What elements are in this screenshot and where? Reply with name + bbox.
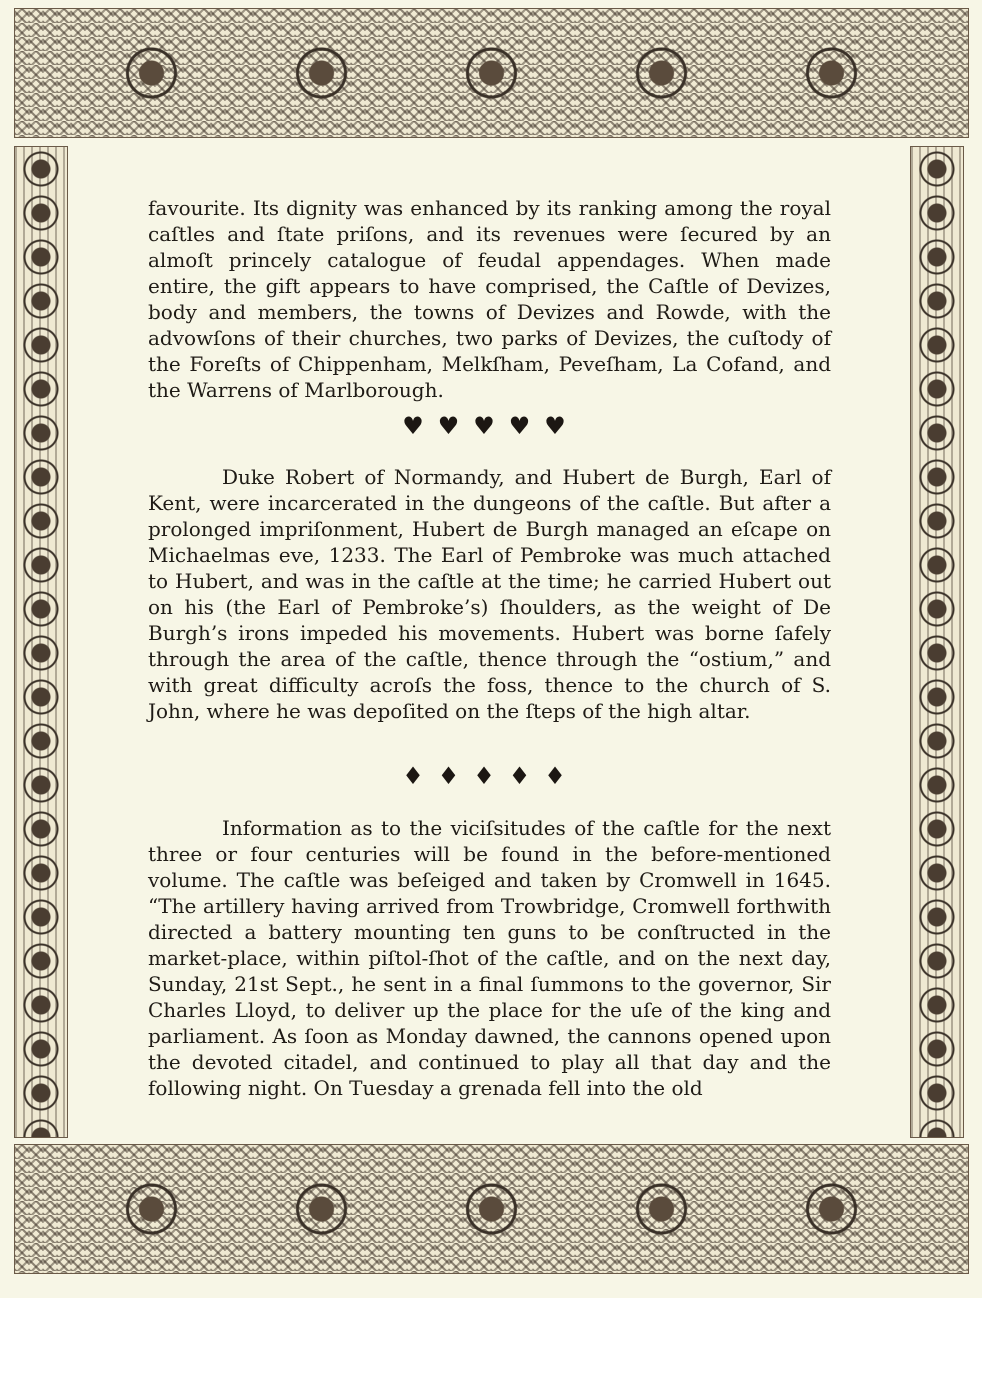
diamonds-ornament-icon: ♦♦♦♦♦ xyxy=(402,762,580,790)
paragraph-2-text: Duke Robert of Normandy, and Hubert de Burgh, Earl of Kent, were incarcerated in the dungeons of the caſtle. But after a prolonged impriſonment, Hubert de Burgh managed an eſcape on Michaelmas eve, 1233. The Earl of Pembroke was much attached to Hubert, and was in the caſtle at the time; he carried Hubert out on his (the Earl of Pembroke’s) ſhoulders, as the weight of De Burgh’s irons impeded his movements. Hubert was borne ſafely through the area of the caſtle, thence through the “ostium,” and with great difficulty acroſs the foss, thence to the church of S. John, where he was depoſited on the ſteps of the high altar. xyxy=(148,465,831,723)
paragraph-3-text: Information as to the viciſsitudes of the caſtle for the next three or four centuries will be found in the before-mentioned volume. The caſtle was beſeiged and taken by Cromwell in 1645. “The artillery having arrived from Trowbridge, Cromwell forthwith directed a battery mounting ten guns to be conſtructed in the market-place, within piſtol-ſhot of the caſtle, and on the next day, Sunday, 21st Sept., he sent in a final ſummons to the governor, Sir Charles Lloyd, to deliver up the place for the uſe of the king and parliament. As ſoon as Monday dawned, the cannons opened upon the devoted citadel, and continued to play all that day and the following night. On Tuesday a grenada fell into the old xyxy=(148,816,831,1100)
paragraph-1-text: favourite. Its dignity was enhanced by its ranking among the royal caſtles and ſtate priſons, and its revenues were ſecured by an almoſt princely catalogue of feudal appendages. When made entire, the gift appears to have comprised, the Caſtle of Devizes, body and members, the towns of Devizes and Rowde, with the advowſons of their churches, two parks of Devizes, the cuſtody of the Foreſts of Chippenham, Melkſham, Peveſham, La Cofand, and the Warrens of Marlborough. xyxy=(148,196,831,402)
floral-column-right-icon xyxy=(910,146,964,1138)
ornamental-frieze-top-icon xyxy=(14,8,969,138)
floral-column-left-icon xyxy=(14,146,68,1138)
ornamental-frieze-bottom-icon xyxy=(14,1144,969,1274)
paragraph-1 xyxy=(148,195,831,403)
hearts-ornament-icon: ♥♥♥♥♥ xyxy=(402,412,580,440)
paragraph-2 xyxy=(148,464,831,724)
paragraph-3 xyxy=(148,815,831,1101)
